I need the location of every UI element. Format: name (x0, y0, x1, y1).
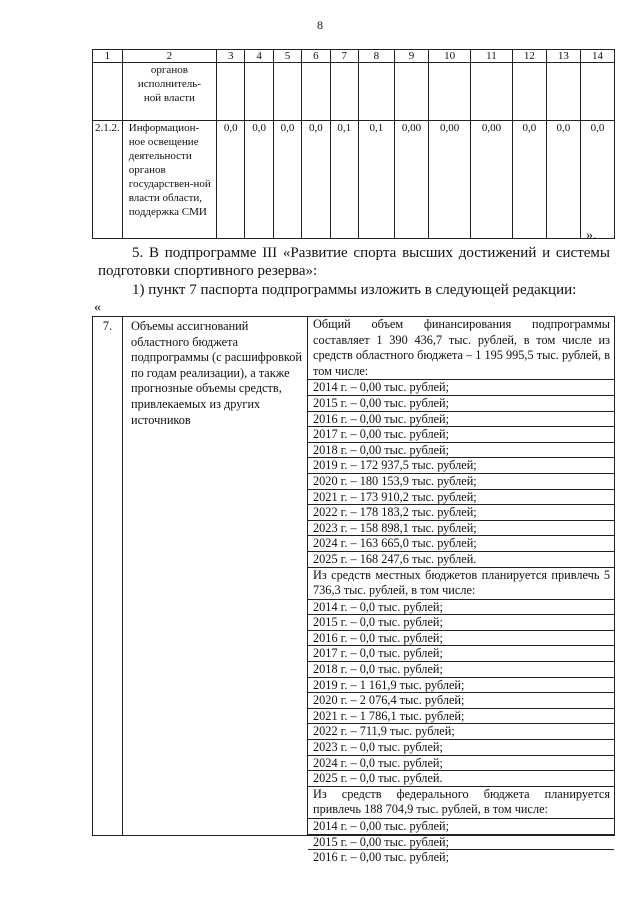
year-line: 2022 г. – 711,9 тыс. рублей; (308, 724, 614, 740)
column-header: 4 (245, 50, 273, 63)
year-line: 2022 г. – 178 183,2 тыс. рублей; (308, 505, 614, 521)
year-line: 2018 г. – 0,0 тыс. рублей; (308, 662, 614, 678)
page-number: 8 (317, 18, 323, 32)
name-cell: Информацион-ное освещение деятельности органов государствен-ной власти области, поддержка СМИ (122, 121, 216, 239)
year-line: 2015 г. – 0,00 тыс. рублей; (308, 396, 614, 412)
federal-budget-list (308, 819, 614, 866)
year-line: 2016 г. – 0,0 тыс. рублей; (308, 631, 614, 647)
allocation-table (92, 49, 615, 239)
item-label: Объемы ассигнований областного бюджета подпрограммы (с расшифровкой по годам реализации), а также прогнозные объемы средств, привлекаемых из других источников (123, 317, 308, 835)
column-header: 5 (273, 50, 301, 63)
column-header: 13 (546, 50, 580, 63)
column-header: 3 (217, 50, 245, 63)
opening-quote: « (94, 300, 101, 315)
column-header: 12 (512, 50, 546, 63)
regional-budget-list (308, 380, 614, 567)
year-line: 2025 г. – 168 247,6 тыс. рублей. (308, 552, 614, 568)
table-row (93, 121, 615, 239)
value-cell: 0,0 (580, 121, 614, 239)
year-line: 2023 г. – 158 898,1 тыс. рублей; (308, 521, 614, 537)
year-line: 2016 г. – 0,00 тыс. рублей; (313, 850, 450, 865)
value-cell: 0,0 (217, 121, 245, 239)
column-header: 6 (302, 50, 330, 63)
column-header: 8 (358, 50, 394, 63)
year-line: 2014 г. – 0,00 тыс. рублей; (308, 819, 614, 835)
column-header: 10 (429, 50, 471, 63)
value-cell: 0,1 (330, 121, 358, 239)
year-line: 2017 г. – 0,00 тыс. рублей; (308, 427, 614, 443)
column-header: 2 (122, 50, 216, 63)
code-cell (93, 63, 123, 121)
value-cell: 0,0 (245, 121, 273, 239)
intro-text: Общий объем финансирования подпрограммы составляет 1 390 436,7 тыс. рублей, в том числе из средств областного бюджета – 1 195 995,5 тыс. рублей, в том числе: (308, 317, 614, 380)
value-cell: 0,1 (358, 121, 394, 239)
column-header: 1 (93, 50, 123, 63)
year-line: 2023 г. – 0,0 тыс. рублей; (308, 740, 614, 756)
closing-quote: ». (586, 228, 597, 243)
value-cell: 0,00 (429, 121, 471, 239)
year-line: 2016 г. – 0,00 тыс. рублей; (308, 412, 614, 428)
column-header: 14 (580, 50, 614, 63)
column-header: 11 (471, 50, 513, 63)
year-line: 2014 г. – 0,0 тыс. рублей; (308, 600, 614, 616)
year-line: 2015 г. – 0,0 тыс. рублей; (308, 615, 614, 631)
year-line: 2021 г. – 173 910,2 тыс. рублей; (308, 490, 614, 506)
paragraph-passport-item: 1) пункт 7 паспорта подпрограммы изложить в следующей редакции: (132, 282, 577, 298)
table-row (93, 63, 615, 121)
column-header: 7 (330, 50, 358, 63)
item-value (308, 317, 614, 865)
value-cell: 0,00 (471, 121, 513, 239)
item-number: 7. (93, 317, 123, 835)
federal-intro-text: Из средств федерального бюджета планируется привлечь 188 704,9 тыс. рублей, в том числе: (308, 787, 614, 819)
year-line: 2019 г. – 172 937,5 тыс. рублей; (308, 458, 614, 474)
local-intro-text: Из средств местных бюджетов планируется привлечь 5 736,3 тыс. рублей, в том числе: (308, 568, 614, 600)
year-line: 2024 г. – 163 665,0 тыс. рублей; (308, 536, 614, 552)
year-line: 2020 г. – 2 076,4 тыс. рублей; (308, 693, 614, 709)
year-line: 2017 г. – 0,0 тыс. рублей; (308, 646, 614, 662)
year-line: 2015 г. – 0,00 тыс. рублей; (308, 835, 614, 851)
table-header-row (93, 50, 615, 63)
year-line: 2025 г. – 0,0 тыс. рублей. (308, 771, 614, 787)
column-header: 9 (394, 50, 428, 63)
year-line: 2024 г. – 0,0 тыс. рублей; (308, 756, 614, 772)
value-cell: 0,00 (394, 121, 428, 239)
year-line: 2018 г. – 0,00 тыс. рублей; (308, 443, 614, 459)
year-line: 2020 г. – 180 153,9 тыс. рублей; (308, 474, 614, 490)
year-line: 2014 г. – 0,00 тыс. рублей; (308, 380, 614, 396)
code-cell: 2.1.2. (93, 121, 123, 239)
name-cell: органов исполнитель-ной власти (122, 63, 216, 121)
passport-table (92, 316, 615, 865)
year-line: 2019 г. – 1 161,9 тыс. рублей; (308, 678, 614, 694)
year-line: 2021 г. – 1 786,1 тыс. рублей; (308, 709, 614, 725)
value-cell: 0,0 (302, 121, 330, 239)
local-budget-list (308, 600, 614, 787)
value-cell: 0,0 (273, 121, 301, 239)
value-cell: 0,0 (512, 121, 546, 239)
paragraph-subprogram-3: 5. В подпрограмме III «Развитие спорта высших достижений и системы подготовки спортивного резерва»: (98, 245, 610, 279)
value-cell: 0,0 (546, 121, 580, 239)
